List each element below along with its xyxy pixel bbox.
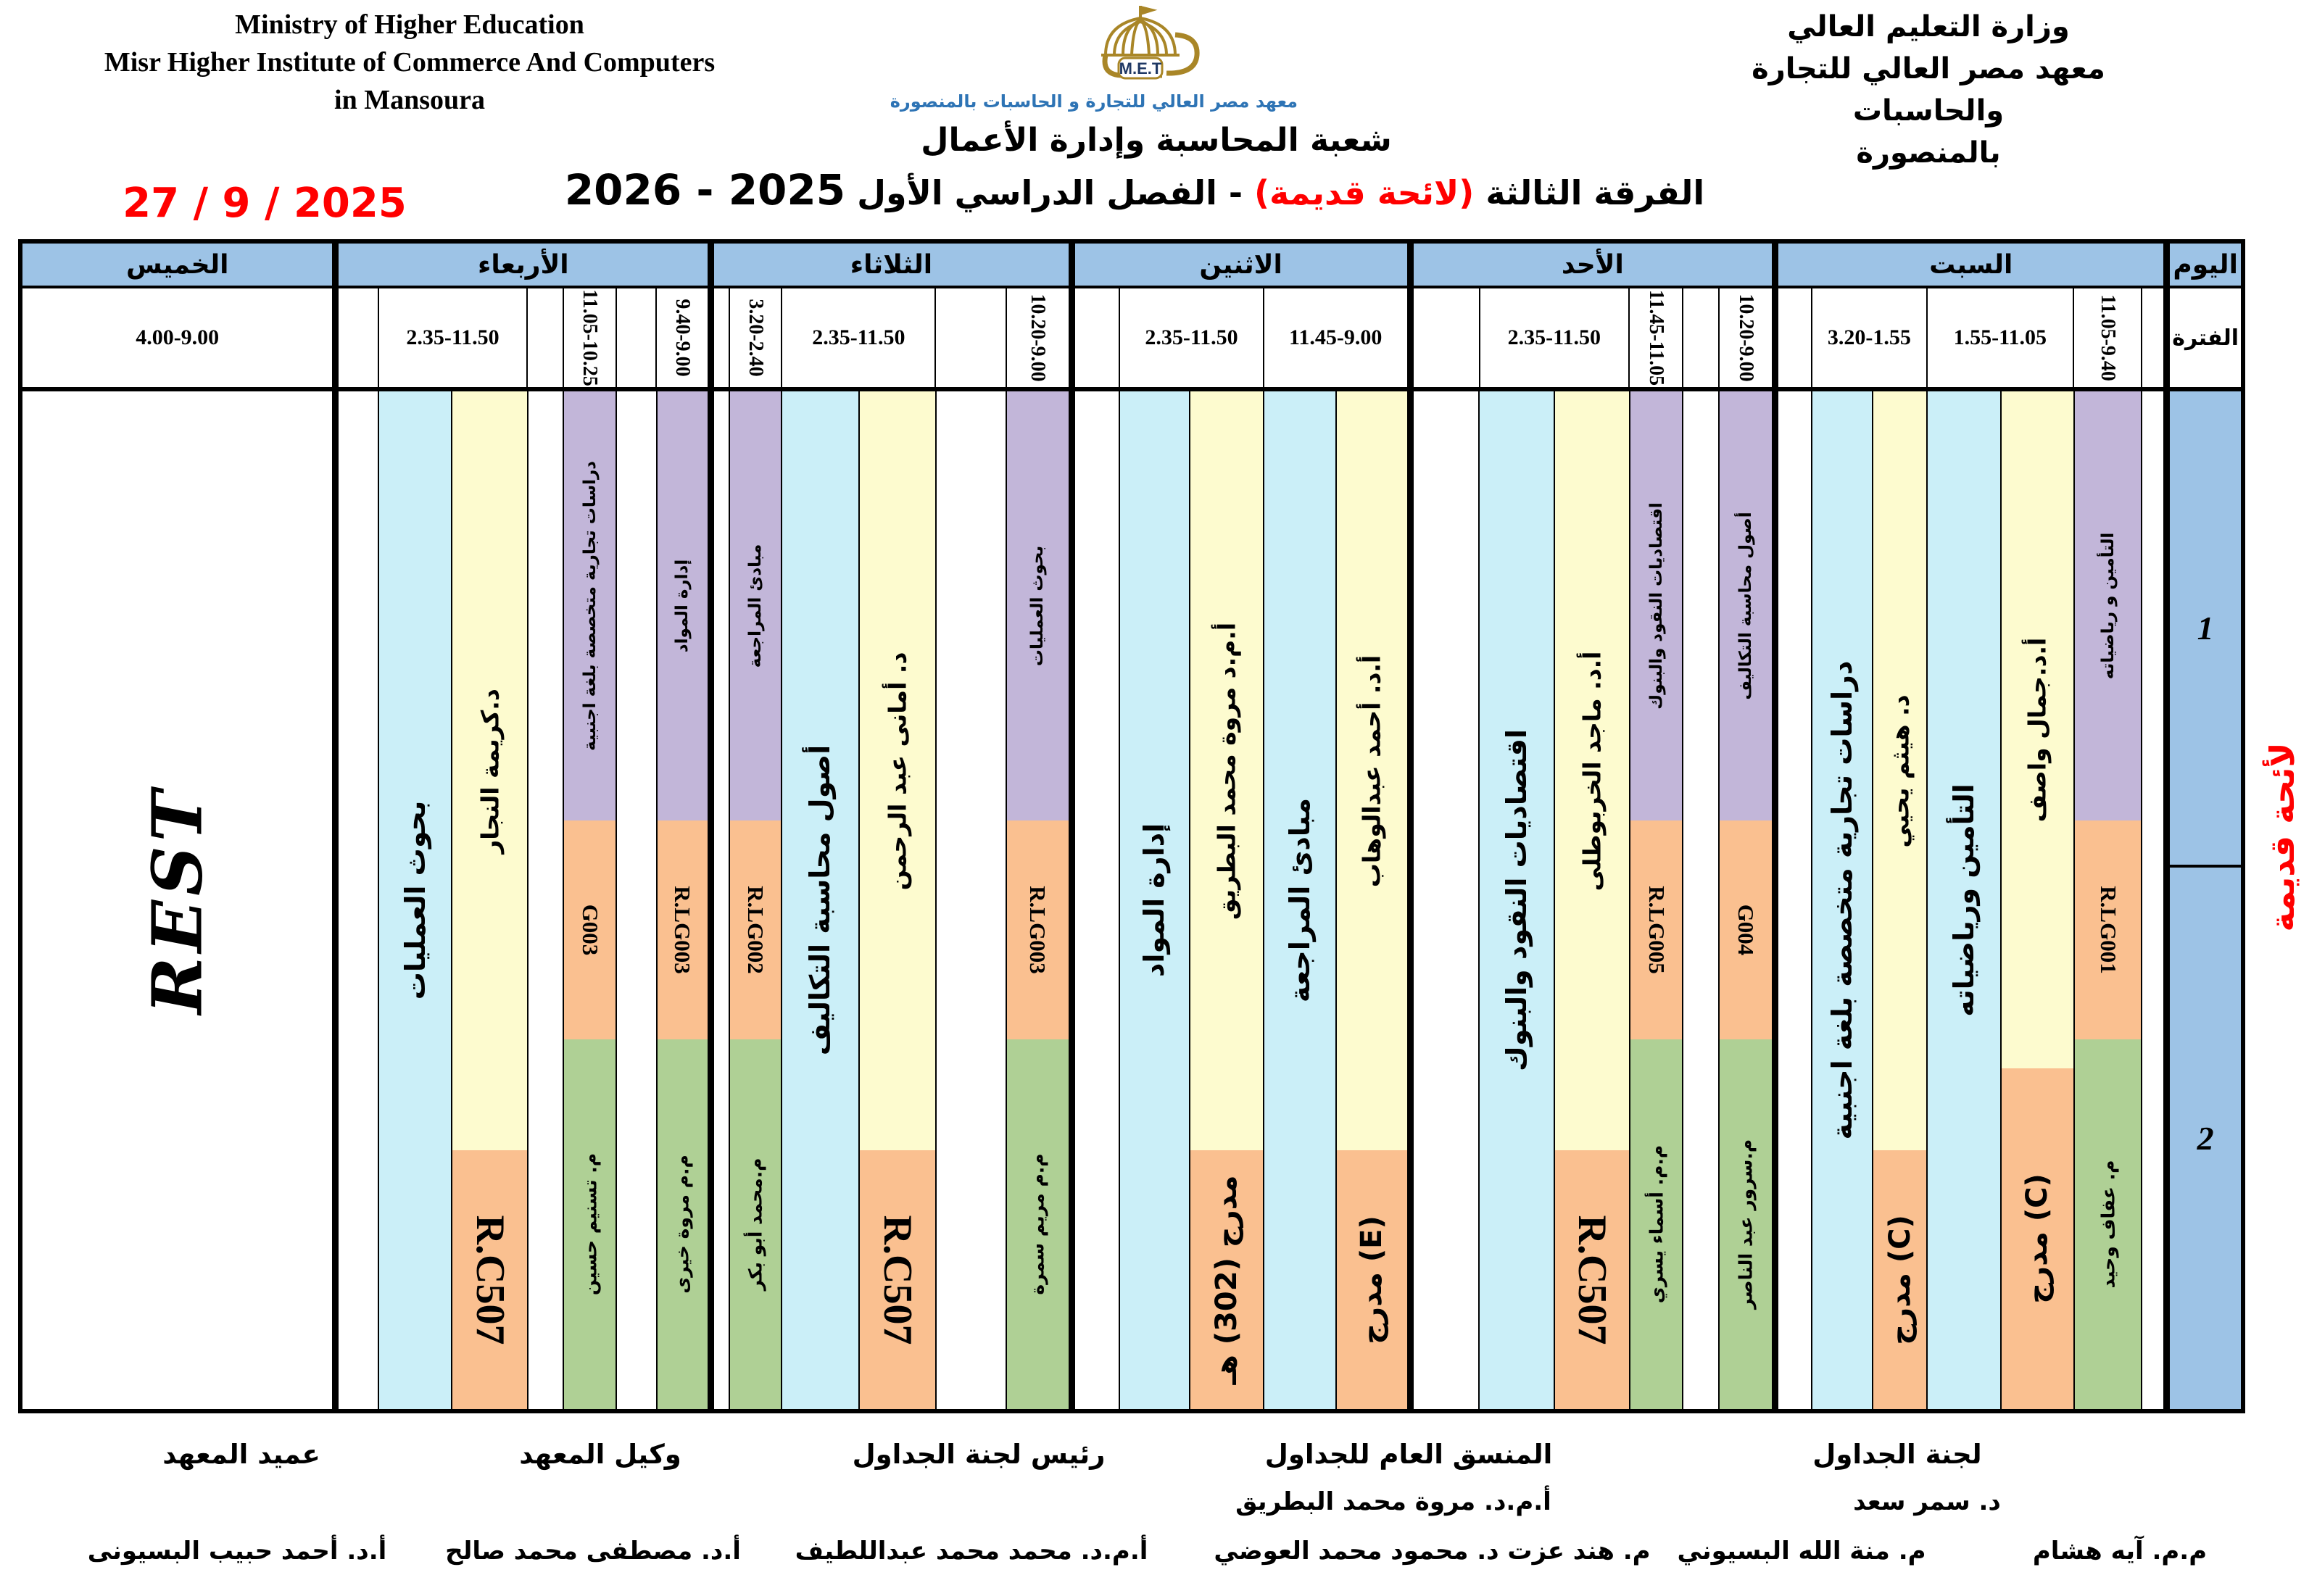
section-course-title: اقتصاديات النقود والبنوك (1646, 502, 1666, 710)
section-room-code: G004 (1733, 905, 1759, 956)
section-room-area (1630, 820, 1683, 1039)
time-slot-cell (2141, 288, 2163, 387)
teacher-name-area (1873, 391, 1926, 1150)
section-assistant-area (1630, 1039, 1683, 1409)
teacher-cell (858, 391, 936, 1409)
teacher-name: أ.م.د مروة محمد البطريق (1212, 622, 1241, 920)
room-code: R.C507 (467, 1215, 513, 1345)
time-slot-cell (1718, 288, 1772, 387)
section-room-area (564, 820, 615, 1039)
section-course-title: التأمين و رياضياته (2098, 532, 2118, 680)
time-slot-cell (655, 288, 708, 387)
city-en-line3: in Mansoura (334, 85, 485, 115)
time-slot-cell (615, 288, 656, 387)
room-code: R.C507 (874, 1215, 920, 1345)
section-room-area (730, 820, 781, 1039)
rest-cell (22, 391, 332, 1409)
section-course-title: إدارة المواد (673, 560, 692, 653)
department-title: شعبة المحاسبة وإدارة الأعمال (921, 122, 1392, 159)
period-cells (2170, 391, 2241, 1409)
teacher-name: أ.د. ماجد الخربوطلى (1578, 651, 1607, 891)
teacher-name: أ.د.جمال واصف (2023, 637, 2052, 823)
room-code: مدرج (C) (2020, 1173, 2055, 1304)
day-name-header: الأحد (1414, 244, 1773, 288)
teacher-name-area (2002, 391, 2073, 1068)
section-course-area (564, 391, 615, 820)
assistant-name: م.م مروة خيرى (671, 1155, 693, 1294)
time-slot-label: 10.20-9.00 (1735, 294, 1758, 382)
time-slot-cell (1075, 288, 1119, 387)
teacher-name-area (1555, 391, 1629, 1150)
section-course-area (730, 391, 781, 820)
section-room-code: G003 (577, 905, 603, 956)
teacher-name: أ.د. أحمد عبدالوهاب (1357, 654, 1386, 887)
time-slot-cell (339, 288, 378, 387)
assistant-name: م.م مريم سمرة (1027, 1153, 1048, 1295)
section-assistant-area (730, 1039, 781, 1409)
day-separator (332, 244, 339, 1409)
period-column-header: الفترة (2170, 288, 2241, 391)
teacher-cell (1554, 391, 1629, 1409)
course-cell (1926, 391, 1999, 1409)
section-course-title: دراسات تجارية متخصصة بلغة اجنبية (580, 461, 600, 752)
time-slot-cell: 2.35-11.50 (1119, 288, 1263, 387)
time-header-row (1075, 288, 1407, 391)
assistant-name: م. تسنيم حسين (579, 1153, 601, 1296)
logo-tagline: معهد مصر العالي للتجارة و الحاسبات بالمنصورة (890, 91, 1298, 112)
course-cell (1478, 391, 1554, 1409)
time-slot-label: 3.20-2.40 (745, 299, 768, 377)
time-slot-cell (1778, 288, 1811, 387)
teacher-cell (451, 391, 526, 1409)
spacer-cell (935, 391, 1006, 1409)
section-room-area (1720, 820, 1772, 1039)
section-course-title: مبادئ المراجعة (746, 544, 766, 668)
vice-dean-role: وكيل المعهد (519, 1439, 681, 1470)
teacher-cell (1872, 391, 1926, 1409)
course-title: إدارة المواد (1138, 823, 1171, 978)
vice-dean-name: أ.د. مصطفى محمد صالح (445, 1537, 741, 1566)
old-bylaw-note: (لائحة قديمة) (1253, 173, 1475, 212)
section-course-area (1630, 391, 1683, 820)
course-title: التأمين ورياضياته (1947, 784, 1980, 1017)
room-code: مدرج (C) (1883, 1214, 1917, 1345)
day-separator (1772, 244, 1778, 1409)
spacer-cell (1682, 391, 1718, 1409)
course-title: بحوث العمليات (399, 800, 431, 1000)
day-body-row (1414, 391, 1773, 1409)
section-course-title: أصول محاسبة التكاليف (1736, 512, 1756, 700)
ministry-ar-line1: وزارة التعليم العالي (1787, 10, 2070, 43)
time-slot-cell: 4.00-9.00 (136, 325, 220, 349)
strip-cell (2073, 391, 2142, 1409)
time-slot-cell (2073, 288, 2141, 387)
section-assistant-area (1007, 1039, 1069, 1409)
strip-cell (1629, 391, 1683, 1409)
time-slot-cell: 2.35-11.50 (378, 288, 526, 387)
strip-cell (1718, 391, 1772, 1409)
time-slot-cell (1414, 288, 1479, 387)
course-title: مبادئ المراجعة (1283, 797, 1316, 1003)
class-title (565, 165, 1704, 215)
time-slot-cell (729, 288, 781, 387)
teacher-name: د.كريمة النجار (476, 688, 505, 854)
assistant-name: م.م. أسماء يسري (1646, 1144, 1667, 1304)
time-slot-cell (563, 288, 615, 387)
day-body-row (1075, 391, 1407, 1409)
spacer-cell (339, 391, 378, 1409)
teacher-name: د. أمانى عبد الرحمن (883, 652, 912, 891)
spacer-cell (714, 391, 729, 1409)
section-assistant-area (564, 1039, 615, 1409)
time-slot-cell (714, 288, 729, 387)
day-separator (2163, 244, 2170, 1409)
section-room-code: R.LG001 (2095, 886, 2121, 975)
section-course-area (658, 391, 708, 820)
schedule-chair-role: رئيس لجنة الجداول (852, 1439, 1106, 1470)
time-header-row (714, 288, 1068, 391)
coordinator-name-1: أ.م.د. مروة محمد البطريق (1235, 1487, 1551, 1516)
assistant-name: م. عفاف وحيد (2097, 1160, 2119, 1289)
city-ar-line3: بالمنصورة (1856, 136, 2001, 170)
strip-cell (729, 391, 781, 1409)
teacher-cell (1335, 391, 1407, 1409)
timetable-grid (18, 239, 2245, 1413)
course-title: دراسات تجارية متخصصة بلغة اجنبية (1826, 660, 1859, 1140)
time-slot-cell (1006, 288, 1069, 387)
old-bylaw-side-note: لأئحة قديمة (2263, 742, 2302, 932)
course-cell (1811, 391, 1873, 1409)
day-group-5 (1778, 244, 2163, 1409)
course-cell (1263, 391, 1335, 1409)
teacher-cell (1189, 391, 1263, 1409)
day-body-row (1778, 391, 2163, 1409)
spacer-cell (2141, 391, 2163, 1409)
committee-member-2: م. منة الله البسيوني (1677, 1537, 1926, 1566)
section-room-area (658, 820, 708, 1039)
time-slot-cell (1682, 288, 1718, 387)
time-header-row (339, 288, 708, 391)
section-course-title: بحوث العمليات (1028, 546, 1048, 667)
time-header-row (22, 288, 332, 391)
day-group-0 (22, 244, 332, 1409)
time-slot-cell: 3.20-1.55 (1811, 288, 1926, 387)
room-area (860, 1150, 936, 1409)
time-slot-cell: 1.55-11.05 (1926, 288, 2073, 387)
section-room-area (1007, 820, 1069, 1039)
room-area (1337, 1150, 1407, 1409)
committee-member-1: م. هند عزت (1507, 1537, 1651, 1566)
strip-cell (1006, 391, 1069, 1409)
day-body-row (339, 391, 708, 1409)
day-separator (1069, 244, 1075, 1409)
time-slot-cell: 2.35-11.50 (1479, 288, 1628, 387)
spacer-cell (527, 391, 563, 1409)
day-separator (1407, 244, 1414, 1409)
assistant-name: م.محمد أبو بكر (745, 1157, 766, 1291)
schedule-committee-role: لجنة الجداول (1812, 1439, 1982, 1470)
section-room-area (2075, 820, 2142, 1039)
strip-cell (563, 391, 615, 1409)
time-slot-label: 11.45-11.05 (1644, 289, 1667, 386)
dean-role: عميد المعهد (162, 1439, 320, 1470)
time-slot-cell: 11.45-9.00 (1263, 288, 1407, 387)
committee-member-3: م.م. آيه هشام (2032, 1537, 2208, 1566)
day-group-2 (714, 244, 1068, 1409)
room-code: R.C507 (1569, 1215, 1615, 1345)
academic-years: 2026 - 2025 (564, 165, 846, 215)
day-name-header: الأربعاء (339, 244, 708, 288)
section-assistant-area (2075, 1039, 2142, 1409)
room-area (452, 1150, 526, 1409)
section-course-area (1720, 391, 1772, 820)
time-slot-cell (1628, 288, 1682, 387)
time-slot-label: 11.05-9.40 (2097, 294, 2120, 381)
schedule-date: 27 / 9 / 2025 (123, 180, 407, 227)
course-cell (378, 391, 451, 1409)
teacher-cell (2000, 391, 2073, 1409)
period-1-cell: 1 (2170, 391, 2241, 868)
dome-logo-icon (1077, 3, 1214, 91)
section-room-code: R.LG003 (670, 886, 696, 975)
course-title: اقتصاديات النقود والبنوك (1501, 729, 1533, 1071)
day-group-3 (1075, 244, 1407, 1409)
schedule-chair-name: أ.م.د. محمد محمد عبداللطيف (795, 1537, 1148, 1566)
institute-en-line2: Misr Higher Institute of Commerce And Computers (104, 47, 716, 78)
course-title: أصول محاسبة التكاليف (804, 744, 837, 1056)
spacer-cell (615, 391, 656, 1409)
spacer-cell (1778, 391, 1811, 1409)
course-cell (1119, 391, 1189, 1409)
logo-acronym: M.E.T (1119, 59, 1162, 78)
general-coordinator-role: المنسق العام للجداول (1264, 1439, 1553, 1470)
rest-label: REST (137, 786, 218, 1015)
class-title-start: الفرقة الثالثة (1474, 173, 1705, 212)
teacher-name-area (860, 391, 936, 1150)
day-name-header: الثلاثاء (714, 244, 1068, 288)
institute-ar-line2: معهد مصر العالي للتجارة والحاسبات (1752, 52, 2105, 128)
time-header-row (1414, 288, 1773, 391)
class-title-middle: - الفصل الدراسي الأول (845, 173, 1254, 212)
committee-name-1: د. سمر سعد (1853, 1487, 2001, 1516)
time-slot-label: 10.20-9.00 (1027, 294, 1050, 382)
section-course-area (1007, 391, 1069, 820)
time-slot-cell (934, 288, 1005, 387)
teacher-name-area (452, 391, 526, 1150)
time-slot-cell: 2.35-11.50 (781, 288, 934, 387)
time-slot-label: 9.40-9.00 (671, 299, 695, 377)
ministry-arabic-block (1734, 6, 2123, 174)
day-column-header: اليوم (2170, 244, 2241, 288)
day-body-row (22, 391, 332, 1409)
institute-logo (890, 3, 1298, 112)
ministry-en-line1: Ministry of Higher Education (235, 9, 584, 40)
day-name-header: السبت (1778, 244, 2163, 288)
time-header-row (1778, 288, 2163, 391)
room-area (2002, 1068, 2073, 1409)
room-area (1873, 1150, 1926, 1409)
section-course-area (2075, 391, 2142, 820)
spacer-cell (1075, 391, 1119, 1409)
day-period-column (2170, 244, 2241, 1409)
section-room-code: R.LG005 (1644, 886, 1670, 975)
section-room-code: R.LG002 (743, 886, 769, 975)
teacher-name: د. هيثم يحيي (1886, 694, 1915, 848)
room-area (1190, 1150, 1263, 1409)
course-cell (781, 391, 858, 1409)
day-group-1 (339, 244, 708, 1409)
day-body-row (714, 391, 1068, 1409)
ministry-english-block (104, 6, 715, 119)
coordinator-name-2: د. محمود محمد العوضي (1214, 1537, 1499, 1566)
day-separator (708, 244, 714, 1409)
teacher-name-area (1337, 391, 1407, 1150)
spacer-cell (1414, 391, 1479, 1409)
period-2-cell: 2 (2170, 868, 2241, 1409)
room-code: مدرج (302) هـ (1209, 1175, 1243, 1385)
day-name-header: الخميس (22, 244, 332, 288)
time-slot-cell (526, 288, 563, 387)
strip-cell (656, 391, 708, 1409)
section-assistant-area (658, 1039, 708, 1409)
room-code: مدرج (E) (1355, 1215, 1389, 1344)
teacher-name-area (1190, 391, 1263, 1150)
dean-name: أ.د. أحمد حبيب البسيونى (87, 1537, 387, 1566)
assistant-name: م.سرور عبد الناصر (1735, 1139, 1757, 1310)
time-slot-label: 11.05-10.25 (579, 289, 602, 386)
day-name-header: الاثنين (1075, 244, 1407, 288)
day-group-4 (1414, 244, 1773, 1409)
room-area (1555, 1150, 1629, 1409)
section-room-code: R.LG003 (1025, 886, 1051, 975)
section-assistant-area (1720, 1039, 1772, 1409)
